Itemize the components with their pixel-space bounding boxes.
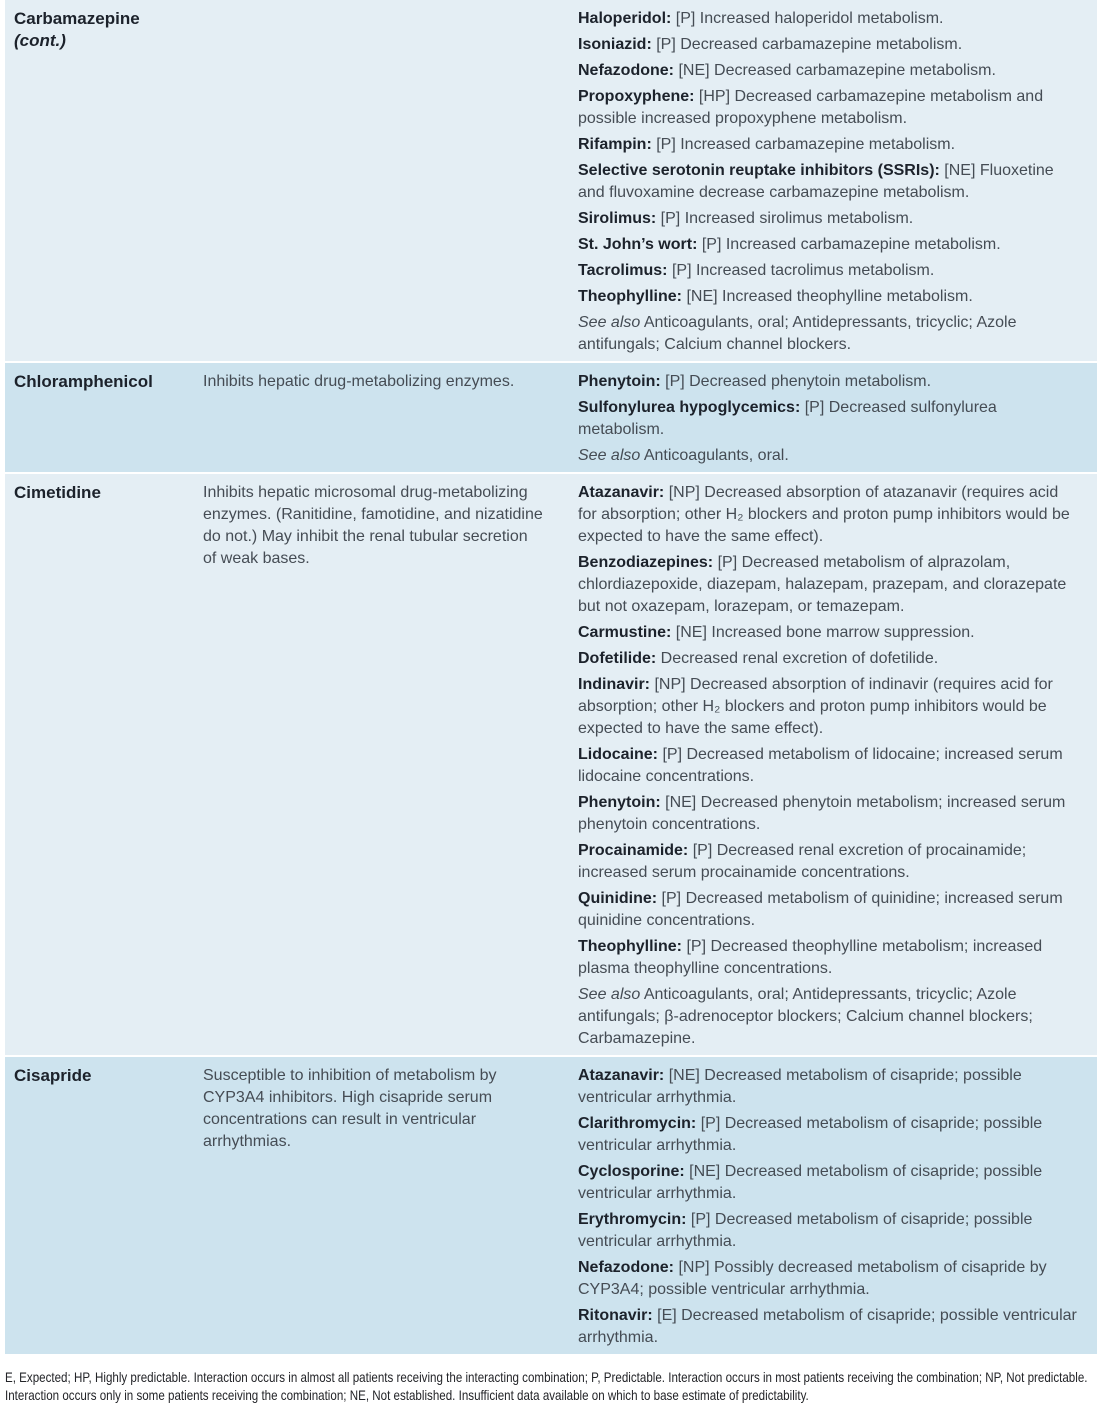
interacting-drug-label: Quinidine: xyxy=(578,890,658,907)
see-also-label: See also xyxy=(578,447,641,464)
drug-name: Chloramphenicol xyxy=(14,372,153,391)
drug-row xyxy=(5,0,1097,361)
see-also-label: See also xyxy=(578,314,641,331)
interaction-entry: Dofetilide: Decreased renal excretion of dofetilide. xyxy=(578,650,939,667)
mechanism-cell xyxy=(198,369,573,467)
drug-name-cell xyxy=(5,369,198,467)
interacting-drug-label: Sirolimus: xyxy=(578,210,657,227)
interacting-drug-label: Indinavir: xyxy=(578,676,651,693)
drug-name: Carbamazepine xyxy=(14,9,140,28)
interaction-entry: Sulfonylurea hypoglycemics: [P] Decreased sulfonylurea metabolism. xyxy=(578,399,997,438)
interaction-entry: Benzodiazepines: [P] Decreased metabolism of alprazolam, chlordiazepoxide, diazepam, halazepam, prazepam, and clorazepate but not oxazepam, lorazepam, or temazepam. xyxy=(578,554,1067,615)
interaction-entry: Sirolimus: [P] Increased sirolimus metabolism. xyxy=(578,210,914,227)
interacting-drug-label: Isoniazid: xyxy=(578,36,652,53)
interacting-drug-label: Lidocaine: xyxy=(578,746,659,763)
drug-row xyxy=(5,361,1097,472)
interacting-drug-label: Atazanavir: xyxy=(578,484,665,501)
interaction-entry: Isoniazid: [P] Decreased carbamazepine metabolism. xyxy=(578,36,963,53)
mechanism-text: Susceptible to inhibition of metabolism by CYP3A4 inhibitors. High cisapride serum concentrations can result in ventricular arrhythmias. xyxy=(203,1067,497,1150)
interaction-entry: Carmustine: [NE] Increased bone marrow suppression. xyxy=(578,624,975,641)
see-also-note: See also Anticoagulants, oral; Antidepressants, tricyclic; Azole antifungals; Calcium channel blockers. xyxy=(578,314,1017,353)
drug-name-cell xyxy=(5,1063,198,1349)
interacting-drug-label: Haloperidol: xyxy=(578,10,672,27)
interaction-entry: Propoxyphene: [HP] Decreased carbamazepine metabolism and possible increased propoxyphene metabolism. xyxy=(578,88,1044,127)
interaction-entry: St. John’s wort: [P] Increased carbamazepine metabolism. xyxy=(578,236,1001,253)
mechanism-cell xyxy=(198,6,573,356)
interacting-drug-label: Phenytoin: xyxy=(578,794,661,811)
drug-name-cell xyxy=(5,6,198,356)
interacting-drug-label: St. John’s wort: xyxy=(578,236,698,253)
interacting-drug-label: Erythromycin: xyxy=(578,1211,687,1228)
interacting-drug-label: Carmustine: xyxy=(578,624,672,641)
drug-row xyxy=(5,1055,1097,1354)
see-also-label: See also xyxy=(578,986,641,1003)
interaction-entry: Nefazodone: [NE] Decreased carbamazepine metabolism. xyxy=(578,62,996,79)
interaction-entry: Cyclosporine: [NE] Decreased metabolism of cisapride; possible ventricular arrhythmia. xyxy=(578,1163,1043,1202)
interacting-drug-label: Nefazodone: xyxy=(578,62,674,79)
interaction-entry: Atazanavir: [NP] Decreased absorption of atazanavir (requires acid for absorption; other H₂ blockers and proton pump inhibitors would be expected to have the same effect). xyxy=(578,484,1070,545)
mechanism-cell xyxy=(198,1063,573,1349)
drug-name-cell xyxy=(5,480,198,1050)
interacting-drug-label: Nefazodone: xyxy=(578,1259,674,1276)
interacting-drug-label: Selective serotonin reuptake inhibitors (SSRIs): xyxy=(578,162,940,179)
interacting-drug-label: Theophylline: xyxy=(578,288,682,305)
interacting-drug-label: Procainamide: xyxy=(578,842,689,859)
interactions-cell xyxy=(573,369,1097,467)
interacting-drug-label: Sulfonylurea hypoglycemics: xyxy=(578,399,801,416)
interacting-drug-label: Dofetilide: xyxy=(578,650,657,667)
interacting-drug-label: Atazanavir: xyxy=(578,1067,665,1084)
interactions-cell xyxy=(573,6,1097,356)
interaction-entry: Phenytoin: [P] Decreased phenytoin metabolism. xyxy=(578,373,932,390)
see-also-note: See also Anticoagulants, oral. xyxy=(578,447,789,464)
interaction-entry: Atazanavir: [NE] Decreased metabolism of cisapride; possible ventricular arrhythmia. xyxy=(578,1067,1022,1106)
interaction-entry: Ritonavir: [E] Decreased metabolism of cisapride; possible ventricular arrhythmia. xyxy=(578,1307,1077,1346)
interacting-drug-label: Cyclosporine: xyxy=(578,1163,685,1180)
interaction-entry: Nefazodone: [NP] Possibly decreased metabolism of cisapride by CYP3A4; possible ventricular arrhythmia. xyxy=(578,1259,1047,1298)
interacting-drug-label: Propoxyphene: xyxy=(578,88,695,105)
interaction-entry: Phenytoin: [NE] Decreased phenytoin metabolism; increased serum phenytoin concentrations. xyxy=(578,794,1066,833)
predictability-legend: E, Expected; HP, Highly predictable. Interaction occurs in almost all patients receiving the interacting combination; P, Predictable. Interaction occurs in most patients receiving the combination; NP, Not predictable. Interaction occurs only in some patients receiving the combination; NE, Not established. Insufficient data available on which to base estimate of predictability. xyxy=(5,1369,1088,1403)
drug-name: Cisapride xyxy=(14,1066,92,1085)
interacting-drug-label: Clarithromycin: xyxy=(578,1115,697,1132)
interaction-entry: Haloperidol: [P] Increased haloperidol metabolism. xyxy=(578,10,944,27)
drug-row xyxy=(5,472,1097,1055)
interactions-cell xyxy=(573,1063,1097,1349)
see-also-note: See also Anticoagulants, oral; Antidepressants, tricyclic; Azole antifungals; β-adrenoceptor blockers; Calcium channel blockers; Carbamazepine. xyxy=(578,986,1033,1047)
interaction-entry: Erythromycin: [P] Decreased metabolism of cisapride; possible ventricular arrhythmia. xyxy=(578,1211,1033,1250)
interacting-drug-label: Benzodiazepines: xyxy=(578,554,714,571)
drug-continued-label: (cont.) xyxy=(14,31,66,50)
interaction-entry: Theophylline: [P] Decreased theophylline metabolism; increased plasma theophylline concentrations. xyxy=(578,938,1043,977)
interacting-drug-label: Phenytoin: xyxy=(578,373,661,390)
interactions-cell xyxy=(573,480,1097,1050)
interacting-drug-label: Tacrolimus: xyxy=(578,262,668,279)
interaction-entry: Clarithromycin: [P] Decreased metabolism of cisapride; possible ventricular arrhythmia. xyxy=(578,1115,1043,1154)
interacting-drug-label: Rifampin: xyxy=(578,136,652,153)
interaction-entry: Selective serotonin reuptake inhibitors (SSRIs): [NE] Fluoxetine and fluvoxamine decrease carbamazepine metabolism. xyxy=(578,162,1054,201)
interaction-entry: Procainamide: [P] Decreased renal excretion of procainamide; increased serum procainamide concentrations. xyxy=(578,842,1027,881)
interaction-entry: Lidocaine: [P] Decreased metabolism of lidocaine; increased serum lidocaine concentrations. xyxy=(578,746,1063,785)
interaction-entry: Quinidine: [P] Decreased metabolism of quinidine; increased serum quinidine concentrations. xyxy=(578,890,1063,929)
interaction-entry: Theophylline: [NE] Increased theophylline metabolism. xyxy=(578,288,973,305)
mechanism-cell xyxy=(198,480,573,1050)
drug-interaction-table xyxy=(5,0,1097,1354)
interaction-entry: Tacrolimus: [P] Increased tacrolimus metabolism. xyxy=(578,262,935,279)
mechanism-text: Inhibits hepatic drug-metabolizing enzymes. xyxy=(203,373,515,390)
interacting-drug-label: Theophylline: xyxy=(578,938,682,955)
interaction-entry: Rifampin: [P] Increased carbamazepine metabolism. xyxy=(578,136,956,153)
interacting-drug-label: Ritonavir: xyxy=(578,1307,653,1324)
mechanism-text: Inhibits hepatic microsomal drug-metabolizing enzymes. (Ranitidine, famotidine, and nizatidine do not.) May inhibit the renal tubular secretion of weak bases. xyxy=(203,484,543,567)
interaction-entry: Indinavir: [NP] Decreased absorption of indinavir (requires acid for absorption; other H₂ blockers and proton pump inhibitors would be expected to have the same effect). xyxy=(578,676,1053,737)
drug-name: Cimetidine xyxy=(14,483,101,502)
